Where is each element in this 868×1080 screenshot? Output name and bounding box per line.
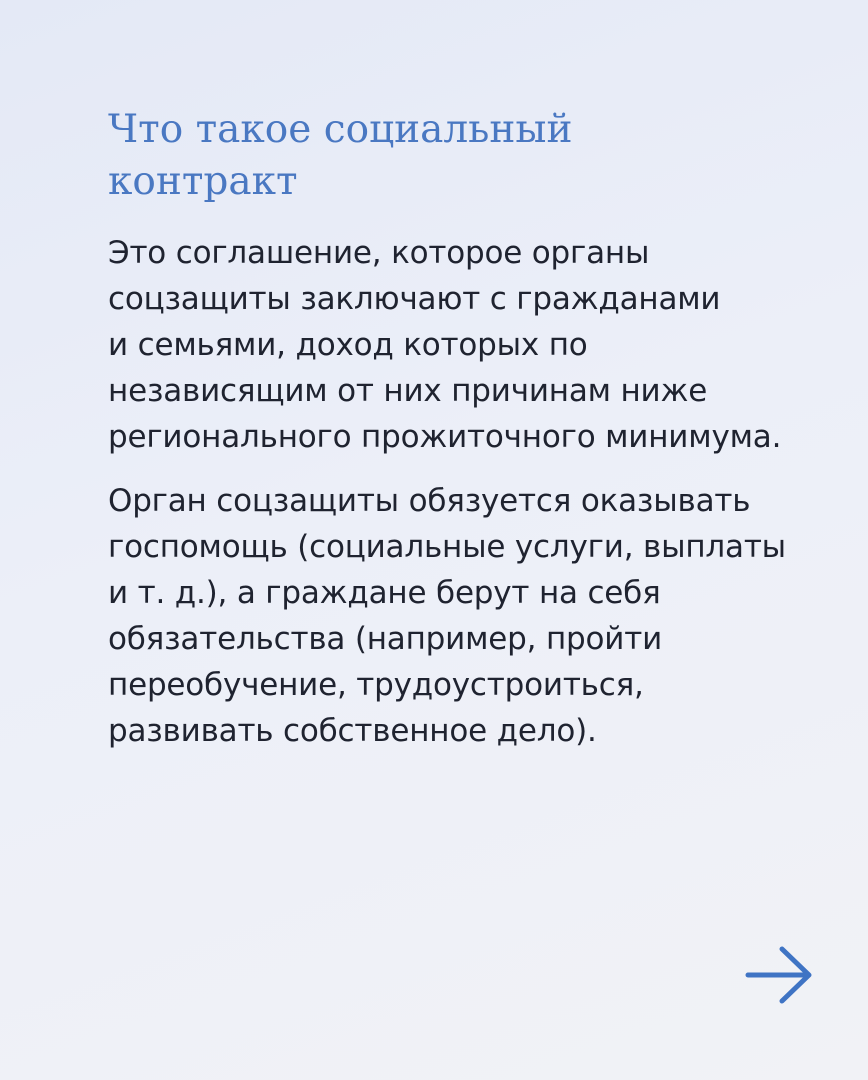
slide-title [108,104,808,208]
text-line: регионального прожиточного минимума. [108,419,782,455]
definition-paragraph [108,230,848,460]
arrow-right-icon [744,944,814,1006]
obligations-paragraph [108,478,848,754]
text-line: Это соглашение, которое органы [108,235,650,271]
text-line: обязательства (например, пройти [108,621,663,657]
next-slide-button[interactable] [744,944,814,1006]
text-line: переобучение, трудоустроиться, [108,667,644,703]
text-line: независящим от них причинам ниже [108,373,708,409]
text-line: госпомощь (социальные услуги, выплаты [108,529,786,565]
title-line: Что такое социальный [108,107,573,152]
text-line: соцзащиты заключают с гражданами [108,281,721,317]
text-line: и семьями, доход которых по [108,327,588,363]
text-line: Орган соцзащиты обязуется оказывать [108,483,751,519]
text-line: и т. д.), а граждане берут на себя [108,575,661,611]
title-line: контракт [108,159,298,204]
text-line: развивать собственное дело). [108,713,597,749]
